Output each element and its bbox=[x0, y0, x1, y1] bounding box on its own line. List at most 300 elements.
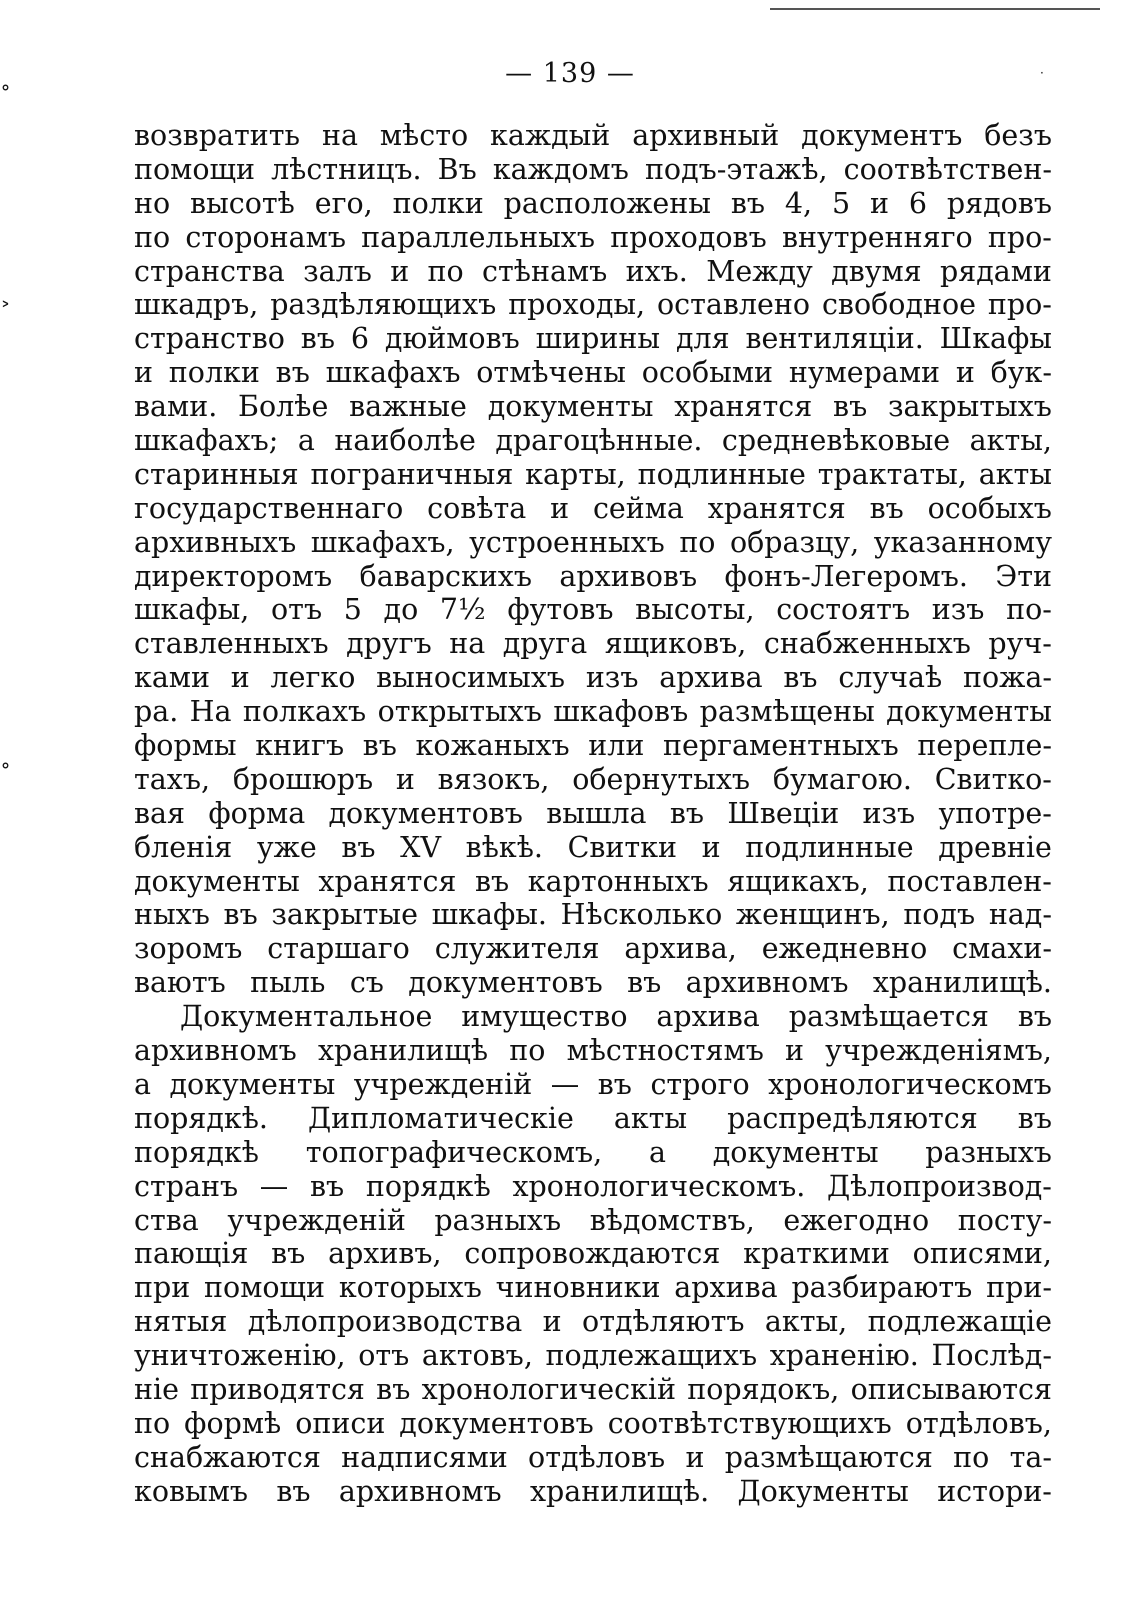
word: подъ-этажѣ, bbox=[644, 152, 828, 186]
word: отдѣляютъ bbox=[582, 1305, 745, 1339]
word: состоятъ bbox=[776, 593, 911, 627]
word: государственнаго bbox=[134, 491, 404, 525]
word: важные bbox=[349, 390, 467, 424]
word: Дипломатическіе bbox=[308, 1101, 574, 1135]
text-line bbox=[134, 831, 1052, 865]
word: подлинные bbox=[745, 830, 914, 864]
word: ковымъ bbox=[134, 1474, 248, 1508]
word: и bbox=[785, 1034, 804, 1068]
word: архива bbox=[674, 1271, 778, 1305]
word: въ bbox=[271, 1237, 306, 1271]
word: акты, bbox=[969, 424, 1052, 458]
word: рядовъ bbox=[946, 186, 1052, 220]
word: фонъ-Легеромъ. bbox=[724, 559, 968, 593]
word: наиболѣе bbox=[334, 424, 476, 458]
word: XV bbox=[400, 830, 442, 864]
word: и bbox=[230, 661, 250, 695]
word: трактаты, bbox=[817, 457, 967, 491]
word: расположены bbox=[503, 186, 711, 220]
word: документы bbox=[487, 390, 654, 424]
word: изъ bbox=[931, 593, 985, 627]
word: хранилищѣ. bbox=[529, 1474, 710, 1508]
word: и bbox=[134, 356, 153, 390]
word: архивъ, bbox=[328, 1237, 442, 1271]
word: вѣдомствъ, bbox=[589, 1203, 755, 1237]
word: — bbox=[550, 1067, 580, 1101]
word: шкафы. bbox=[431, 898, 547, 932]
text-line bbox=[134, 898, 1052, 932]
word: хронологическомъ bbox=[768, 1067, 1052, 1101]
word: Швеціи bbox=[727, 796, 840, 830]
word: документы bbox=[134, 864, 300, 898]
word: перепле- bbox=[917, 729, 1052, 763]
word: Дѣлопроизвод- bbox=[826, 1169, 1052, 1203]
text-line bbox=[134, 1034, 1052, 1068]
word: двумя bbox=[831, 254, 922, 288]
word: та- bbox=[1009, 1440, 1052, 1474]
word: и bbox=[701, 830, 721, 864]
text-line bbox=[134, 797, 1052, 831]
text-line bbox=[134, 729, 1052, 763]
margin-mark: · bbox=[1040, 66, 1044, 80]
word: легко bbox=[270, 661, 356, 695]
word: Послѣд- bbox=[931, 1339, 1052, 1373]
word: приводятся bbox=[190, 1372, 365, 1406]
text-line bbox=[134, 661, 1052, 695]
word: вязокъ, bbox=[437, 762, 550, 796]
word: соотвѣтствен- bbox=[843, 152, 1052, 186]
word: залъ bbox=[303, 254, 372, 288]
word: распредѣляются bbox=[727, 1101, 978, 1135]
word: 7½ bbox=[439, 593, 486, 627]
word: учрежденіямъ, bbox=[825, 1034, 1052, 1068]
text-line bbox=[134, 695, 1052, 729]
word: и bbox=[955, 356, 975, 390]
top-rule bbox=[770, 8, 1100, 10]
word: ра. bbox=[134, 695, 179, 729]
word: отъ bbox=[271, 593, 323, 627]
word: отмѣчены bbox=[476, 356, 626, 390]
word: хранятся bbox=[674, 390, 813, 424]
text-line bbox=[134, 1237, 1052, 1271]
word: полки bbox=[168, 356, 260, 390]
word: шкафахъ bbox=[325, 356, 461, 390]
text-line bbox=[134, 356, 1052, 390]
word: и bbox=[542, 1305, 562, 1339]
text-line bbox=[134, 1068, 1052, 1102]
word: Нѣсколько bbox=[560, 898, 723, 932]
word: 6 bbox=[350, 322, 370, 356]
word: отдѣловъ bbox=[528, 1440, 666, 1474]
word: бумагою. bbox=[772, 762, 912, 796]
word: друга bbox=[502, 627, 588, 661]
word: или bbox=[588, 729, 645, 763]
text-line bbox=[134, 119, 1052, 153]
word: оставлено bbox=[657, 288, 811, 322]
word: подъ bbox=[903, 898, 976, 932]
text-line bbox=[134, 492, 1052, 526]
word: лѣстницъ. bbox=[271, 152, 422, 186]
text-line bbox=[134, 221, 1052, 255]
text-line bbox=[134, 763, 1052, 797]
word: при bbox=[134, 1271, 191, 1305]
word: его, bbox=[314, 186, 373, 220]
word: и bbox=[390, 254, 410, 288]
word: описи bbox=[295, 1406, 386, 1440]
word: каждый bbox=[490, 119, 611, 152]
word: нятыя bbox=[134, 1305, 228, 1339]
word: сторонамъ bbox=[185, 220, 346, 254]
word: храненію. bbox=[769, 1339, 919, 1373]
word: ежегодно bbox=[783, 1203, 930, 1237]
word: выносимыхъ bbox=[376, 661, 566, 695]
word: въ bbox=[300, 322, 335, 356]
word: ками bbox=[134, 661, 210, 695]
word: топографическомъ, bbox=[305, 1135, 603, 1169]
word: странство bbox=[134, 322, 285, 356]
word: порядкѣ bbox=[134, 1135, 259, 1169]
word: формѣ bbox=[184, 1406, 282, 1440]
word: служителя bbox=[434, 932, 600, 966]
word: хранятся bbox=[707, 491, 846, 525]
text-line bbox=[134, 627, 1052, 661]
word: закрытые bbox=[271, 898, 418, 932]
word: архива bbox=[656, 1000, 760, 1034]
word: ящиковъ, bbox=[604, 627, 747, 661]
word: средневѣковые bbox=[721, 424, 951, 458]
word: каждомъ bbox=[492, 152, 629, 186]
word: въ bbox=[223, 898, 258, 932]
text-line bbox=[134, 153, 1052, 187]
word: изъ bbox=[862, 796, 916, 830]
word: на bbox=[321, 119, 358, 152]
word: имущество bbox=[461, 1000, 628, 1034]
word: книгъ bbox=[255, 729, 345, 763]
margin-mark: ˳ bbox=[0, 66, 11, 91]
word: 4, bbox=[784, 186, 813, 220]
word: въ bbox=[730, 186, 766, 220]
word: отъ bbox=[358, 1339, 410, 1373]
word: мѣстностямъ bbox=[566, 1034, 764, 1068]
word: про- bbox=[987, 288, 1052, 322]
word: пограничныя bbox=[310, 457, 514, 491]
word: акты, bbox=[764, 1305, 848, 1339]
word: ваютъ bbox=[134, 966, 226, 1000]
text-line bbox=[134, 1475, 1052, 1509]
word: документы bbox=[169, 1067, 336, 1101]
word: 5 bbox=[831, 186, 851, 220]
word: уничтоженію, bbox=[134, 1339, 346, 1373]
word: вѣкѣ. bbox=[465, 830, 543, 864]
word: безъ bbox=[984, 119, 1052, 152]
word: дюймовъ bbox=[384, 322, 520, 356]
word: въ bbox=[309, 1169, 345, 1203]
word: документы bbox=[886, 695, 1052, 729]
word: документъ bbox=[801, 119, 963, 152]
word: порядкѣ bbox=[365, 1169, 491, 1203]
word: по bbox=[679, 525, 716, 559]
text-line bbox=[134, 1407, 1052, 1441]
word: снабжаются bbox=[134, 1440, 321, 1474]
word: особыхъ bbox=[927, 491, 1052, 525]
word: зоромъ bbox=[134, 932, 243, 966]
word: въ bbox=[669, 796, 705, 830]
text-line bbox=[134, 560, 1052, 594]
word: шкафахъ, bbox=[310, 525, 455, 559]
word: до bbox=[383, 593, 419, 627]
word: разбираютъ bbox=[791, 1271, 973, 1305]
word: истори- bbox=[937, 1474, 1052, 1508]
word: свободное bbox=[821, 288, 977, 322]
word: архивныхъ bbox=[134, 525, 297, 559]
word: ихъ. bbox=[625, 254, 688, 288]
word: Эти bbox=[995, 559, 1052, 593]
word: учрежденій bbox=[227, 1203, 406, 1237]
word: по bbox=[953, 1440, 990, 1474]
word: другъ bbox=[346, 627, 432, 661]
word: — bbox=[259, 1169, 289, 1203]
word: въ bbox=[362, 729, 397, 763]
word: проходы, bbox=[508, 288, 646, 322]
word: и bbox=[395, 762, 415, 796]
word: ставленныхъ bbox=[134, 627, 329, 661]
word: архивномъ bbox=[134, 1034, 297, 1068]
word: учрежденій bbox=[353, 1067, 533, 1101]
word: порядкѣ. bbox=[134, 1101, 268, 1135]
word: а bbox=[297, 424, 315, 458]
word: обернутыхъ bbox=[572, 762, 751, 796]
word: подлежащіе bbox=[867, 1305, 1052, 1339]
word: шкафахъ; bbox=[134, 424, 279, 458]
word: въ bbox=[783, 661, 818, 695]
word: смахи- bbox=[952, 932, 1052, 966]
word: надписями bbox=[341, 1440, 508, 1474]
word: полки bbox=[392, 186, 484, 220]
word: рядами bbox=[940, 254, 1052, 288]
word: въ bbox=[276, 1474, 311, 1508]
word: архивномъ bbox=[685, 966, 849, 1000]
word: драгоцѣнные. bbox=[495, 424, 703, 458]
word: баварскихъ bbox=[359, 559, 532, 593]
text-line bbox=[134, 1441, 1052, 1475]
word: помощи bbox=[134, 152, 255, 186]
word: пающія bbox=[134, 1237, 249, 1271]
text-line bbox=[134, 932, 1052, 966]
word: размѣщены bbox=[699, 695, 875, 729]
word: На bbox=[189, 695, 232, 729]
word: посту- bbox=[957, 1203, 1052, 1237]
word: архива bbox=[659, 661, 763, 695]
word: дѣлопроизводства bbox=[247, 1305, 523, 1339]
text-line bbox=[134, 288, 1052, 322]
word: образцу, bbox=[729, 525, 860, 559]
text-line bbox=[134, 865, 1052, 899]
word: ежедневно bbox=[761, 932, 928, 966]
text-line bbox=[134, 1204, 1052, 1238]
word: высоты, bbox=[635, 593, 755, 627]
word: по bbox=[509, 1034, 546, 1068]
word: но bbox=[134, 186, 171, 220]
word: вышла bbox=[546, 796, 647, 830]
word: раздѣляющихъ bbox=[270, 288, 497, 322]
word: поставлен- bbox=[887, 864, 1052, 898]
word: нумерами bbox=[788, 356, 941, 390]
word: вентиляціи. bbox=[745, 322, 924, 356]
word: карты, bbox=[525, 457, 626, 491]
word: пыль bbox=[250, 966, 326, 1000]
word: формы bbox=[134, 729, 237, 763]
word: высотѣ bbox=[190, 186, 295, 220]
word: строго bbox=[650, 1067, 750, 1101]
word: по- bbox=[1006, 593, 1052, 627]
word: въ bbox=[597, 1067, 632, 1101]
word: въ bbox=[475, 864, 510, 898]
word: архива, bbox=[624, 932, 737, 966]
page-number: — 139 — bbox=[505, 58, 635, 89]
word: въ bbox=[341, 830, 376, 864]
word: описываются bbox=[850, 1372, 1052, 1406]
text-line bbox=[134, 966, 1052, 1000]
word: архивномъ bbox=[338, 1474, 502, 1508]
text-line bbox=[134, 1339, 1052, 1373]
word: въ bbox=[833, 390, 868, 424]
word: сейма bbox=[592, 491, 684, 525]
word: по bbox=[427, 254, 464, 288]
word: съ bbox=[349, 966, 384, 1000]
word: указанному bbox=[873, 525, 1052, 559]
text-line bbox=[134, 1373, 1052, 1407]
word: руч- bbox=[988, 627, 1052, 661]
word: ширины bbox=[535, 322, 661, 356]
word: мѣсто bbox=[379, 119, 469, 152]
word: устроенныхъ bbox=[469, 525, 665, 559]
word: для bbox=[675, 322, 730, 356]
word: Шкафы bbox=[939, 322, 1052, 356]
word: при- bbox=[986, 1271, 1052, 1305]
word: совѣта bbox=[427, 491, 527, 525]
word: документы bbox=[712, 1135, 879, 1169]
text-line bbox=[134, 1000, 1052, 1034]
word: снабженныхъ bbox=[763, 627, 971, 661]
word: проходовъ bbox=[610, 220, 767, 254]
text-line bbox=[134, 458, 1052, 492]
word: кожаныхъ bbox=[415, 729, 570, 763]
word: и bbox=[870, 186, 889, 220]
word: по bbox=[134, 220, 171, 254]
word: въ bbox=[376, 1372, 411, 1406]
text-line bbox=[134, 390, 1052, 424]
word: документовъ bbox=[408, 966, 603, 1000]
word: женщинъ, bbox=[735, 898, 890, 932]
text-line bbox=[134, 322, 1052, 356]
word: над- bbox=[988, 898, 1052, 932]
word: стѣнамъ bbox=[482, 254, 608, 288]
text-line bbox=[134, 526, 1052, 560]
word: на bbox=[449, 627, 486, 661]
word: сопровождаются bbox=[464, 1237, 721, 1271]
word: помощи bbox=[204, 1271, 326, 1305]
text-line bbox=[134, 1170, 1052, 1204]
text-line bbox=[134, 187, 1052, 221]
word: размѣщаются bbox=[724, 1440, 933, 1474]
word: въ bbox=[275, 356, 310, 390]
margin-mark: ˃ bbox=[0, 300, 11, 325]
word: вая bbox=[134, 796, 186, 830]
word: пожа- bbox=[962, 661, 1052, 695]
word: разныхъ bbox=[434, 1203, 562, 1237]
word: въ bbox=[1017, 1101, 1052, 1135]
text-line bbox=[134, 1102, 1052, 1136]
word: употре- bbox=[938, 796, 1052, 830]
word: краткими bbox=[743, 1237, 890, 1271]
word: подлинные bbox=[637, 457, 806, 491]
word: хронологическій bbox=[421, 1372, 677, 1406]
word: ящикахъ, bbox=[727, 864, 869, 898]
word: древніе bbox=[938, 830, 1052, 864]
word: футовъ bbox=[507, 593, 614, 627]
word: 6 bbox=[908, 186, 928, 220]
text-line bbox=[134, 1305, 1052, 1339]
word: въ bbox=[1017, 1000, 1052, 1034]
word: архивовъ bbox=[559, 559, 698, 593]
word: размѣщается bbox=[788, 1000, 989, 1034]
body-text bbox=[134, 119, 1052, 1509]
word: разныхъ bbox=[925, 1135, 1052, 1169]
word: порядокъ, bbox=[687, 1372, 840, 1406]
word: по bbox=[134, 1406, 171, 1440]
word: хранилищѣ. bbox=[872, 966, 1052, 1000]
word: Свитки bbox=[567, 830, 677, 864]
word: пергаментныхъ bbox=[663, 729, 899, 763]
word: случаѣ bbox=[838, 661, 943, 695]
word: документовъ bbox=[328, 796, 523, 830]
word: Въ bbox=[437, 152, 477, 186]
word: въ bbox=[627, 966, 662, 1000]
word: тахъ, bbox=[134, 762, 211, 796]
text-line bbox=[134, 255, 1052, 289]
word: акты bbox=[978, 457, 1052, 491]
word: возвратить bbox=[134, 119, 301, 152]
word: закрытыхъ bbox=[888, 390, 1052, 424]
word: старинныя bbox=[134, 457, 299, 491]
word: старшаго bbox=[267, 932, 410, 966]
word: странства bbox=[134, 254, 285, 288]
word: про- bbox=[987, 220, 1052, 254]
word: бленія bbox=[134, 830, 233, 864]
word: Документальное bbox=[180, 1000, 433, 1034]
word: шкадръ, bbox=[134, 288, 259, 322]
word: уже bbox=[256, 830, 317, 864]
word: брошюръ bbox=[232, 762, 374, 796]
word: Свитко- bbox=[934, 762, 1052, 796]
word: изъ bbox=[585, 661, 639, 695]
word: директоромъ bbox=[134, 559, 333, 593]
word: архивный bbox=[632, 119, 780, 152]
word: подлежащихъ bbox=[545, 1339, 758, 1373]
word: и bbox=[685, 1440, 705, 1474]
word: акты bbox=[613, 1101, 688, 1135]
word: странъ bbox=[134, 1169, 239, 1203]
word: хронологическомъ. bbox=[512, 1169, 806, 1203]
margin-mark: ˳ bbox=[0, 744, 11, 769]
word: Документы bbox=[737, 1474, 909, 1508]
word: особыми bbox=[641, 356, 774, 390]
word: форма bbox=[208, 796, 306, 830]
word: ныхъ bbox=[134, 898, 210, 932]
text-line bbox=[134, 1136, 1052, 1170]
word: хранилищѣ bbox=[317, 1034, 489, 1068]
word: актовъ, bbox=[421, 1339, 533, 1373]
